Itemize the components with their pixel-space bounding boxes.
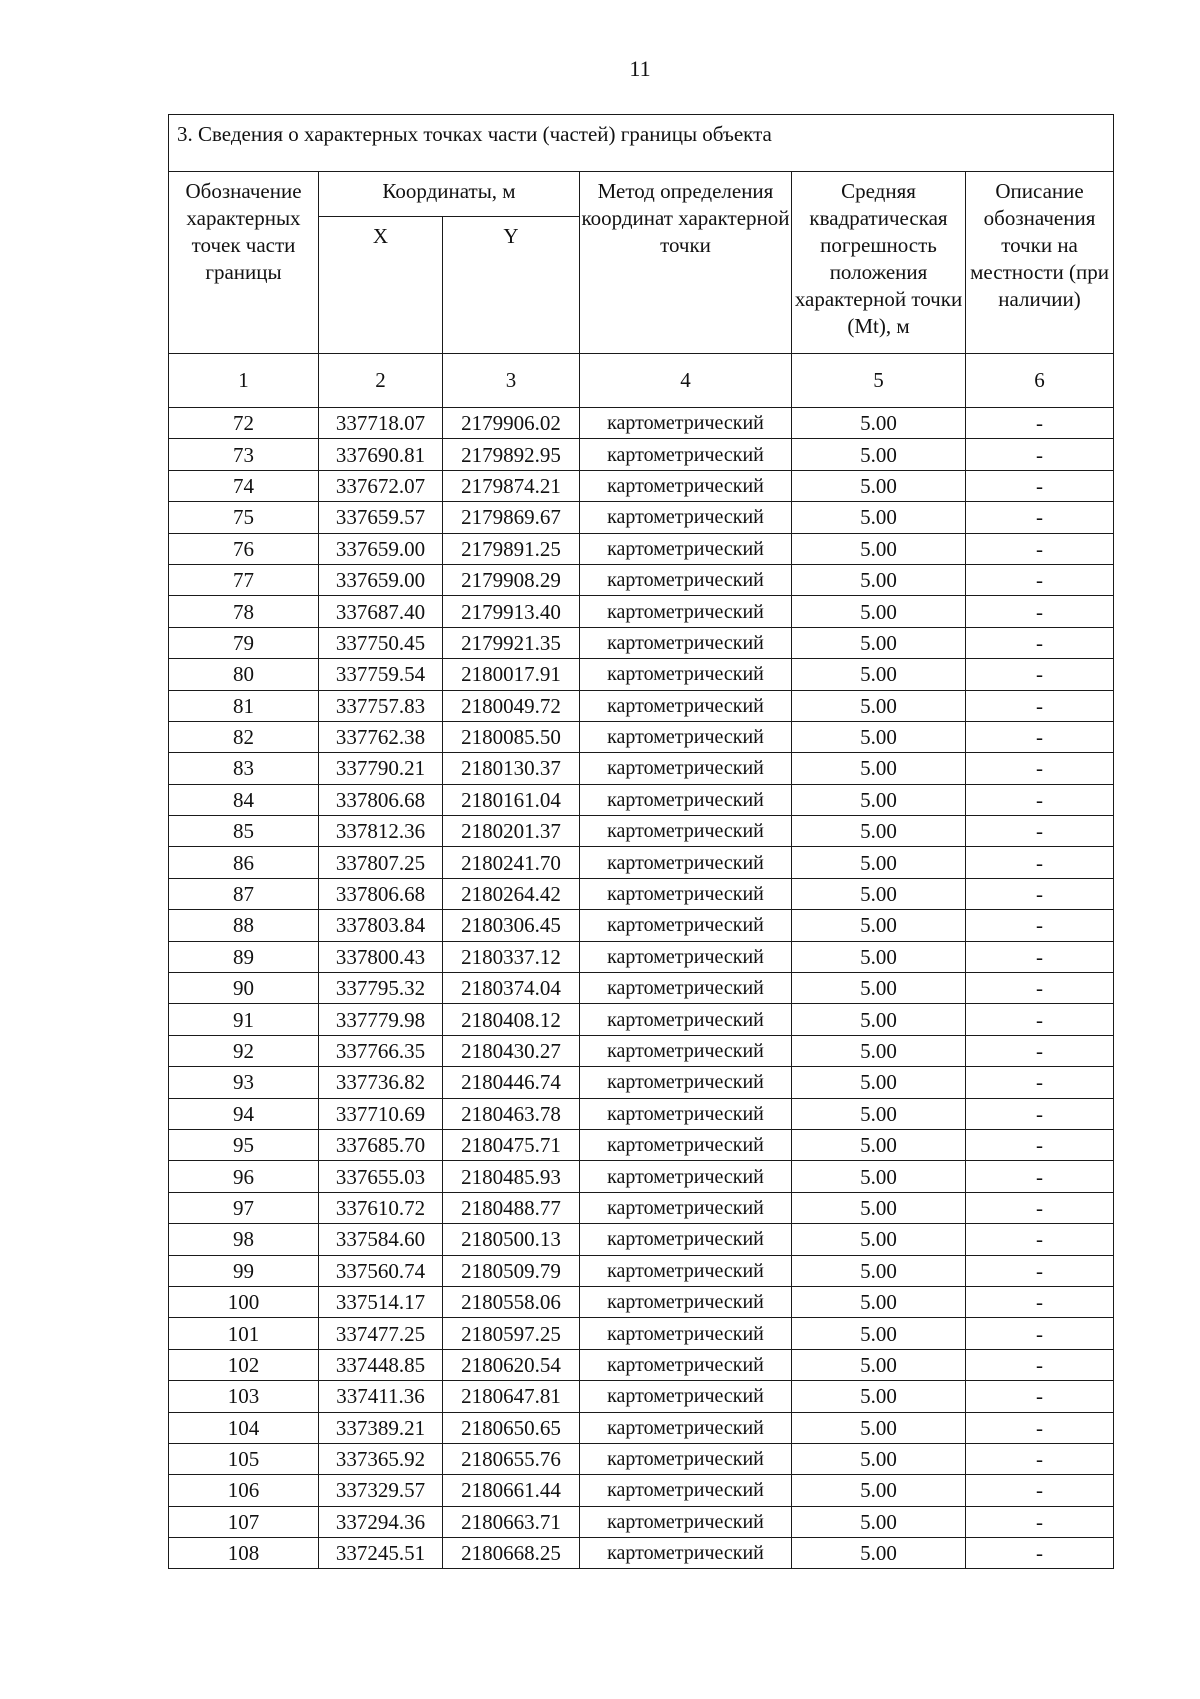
cell-y: 2180668.25 — [443, 1538, 580, 1569]
cell-error: 5.00 — [792, 973, 966, 1004]
cell-description: - — [966, 1192, 1114, 1223]
cell-error: 5.00 — [792, 1098, 966, 1129]
cell-description: - — [966, 1067, 1114, 1098]
cell-error: 5.00 — [792, 1412, 966, 1443]
table-row — [169, 910, 1114, 941]
cell-description: - — [966, 564, 1114, 595]
cell-point-number: 93 — [169, 1067, 319, 1098]
cell-point-number: 97 — [169, 1192, 319, 1223]
cell-method: картометрический — [580, 1349, 792, 1380]
cell-method: картометрический — [580, 690, 792, 721]
cell-x: 337795.32 — [319, 973, 443, 1004]
cell-y: 2179906.02 — [443, 408, 580, 439]
cell-error: 5.00 — [792, 659, 966, 690]
table-row — [169, 1067, 1114, 1098]
cell-point-number: 90 — [169, 973, 319, 1004]
cell-y: 2180475.71 — [443, 1129, 580, 1160]
cell-point-number: 79 — [169, 627, 319, 658]
cell-method: картометрический — [580, 1004, 792, 1035]
header-coordinates: Координаты, м — [319, 172, 580, 217]
cell-description: - — [966, 1443, 1114, 1474]
cell-point-number: 88 — [169, 910, 319, 941]
cell-error: 5.00 — [792, 721, 966, 752]
cell-description: - — [966, 1538, 1114, 1569]
column-number: 6 — [966, 354, 1114, 408]
header-method: Метод определения координат характерной точки — [580, 172, 792, 354]
table-row — [169, 596, 1114, 627]
cell-x: 337790.21 — [319, 753, 443, 784]
cell-method: картометрический — [580, 1412, 792, 1443]
cell-method: картометрический — [580, 1381, 792, 1412]
cell-method: картометрический — [580, 753, 792, 784]
cell-y: 2180337.12 — [443, 941, 580, 972]
cell-error: 5.00 — [792, 1443, 966, 1474]
cell-point-number: 95 — [169, 1129, 319, 1160]
cell-point-number: 73 — [169, 439, 319, 470]
table-row — [169, 1349, 1114, 1380]
cell-method: картометрический — [580, 1475, 792, 1506]
column-number: 1 — [169, 354, 319, 408]
table-row — [169, 1443, 1114, 1474]
cell-method: картометрический — [580, 564, 792, 595]
cell-error: 5.00 — [792, 1004, 966, 1035]
cell-y: 2180463.78 — [443, 1098, 580, 1129]
cell-y: 2180663.71 — [443, 1506, 580, 1537]
cell-point-number: 77 — [169, 564, 319, 595]
cell-description: - — [966, 1506, 1114, 1537]
cell-x: 337803.84 — [319, 910, 443, 941]
cell-x: 337710.69 — [319, 1098, 443, 1129]
cell-y: 2180130.37 — [443, 753, 580, 784]
cell-point-number: 106 — [169, 1475, 319, 1506]
table-row — [169, 659, 1114, 690]
cell-description: - — [966, 1286, 1114, 1317]
cell-description: - — [966, 721, 1114, 752]
cell-error: 5.00 — [792, 1129, 966, 1160]
cell-point-number: 82 — [169, 721, 319, 752]
cell-method: картометрический — [580, 816, 792, 847]
cell-description: - — [966, 1349, 1114, 1380]
cell-error: 5.00 — [792, 1192, 966, 1223]
cell-description: - — [966, 659, 1114, 690]
cell-error: 5.00 — [792, 1475, 966, 1506]
cell-error: 5.00 — [792, 408, 966, 439]
table-row — [169, 1192, 1114, 1223]
table-row — [169, 973, 1114, 1004]
cell-description: - — [966, 1161, 1114, 1192]
cell-point-number: 92 — [169, 1035, 319, 1066]
cell-description: - — [966, 470, 1114, 501]
cell-point-number: 78 — [169, 596, 319, 627]
cell-x: 337685.70 — [319, 1129, 443, 1160]
table-row — [169, 1255, 1114, 1286]
cell-description: - — [966, 690, 1114, 721]
boundary-points-table — [168, 114, 1114, 1569]
table-row — [169, 502, 1114, 533]
cell-x: 337655.03 — [319, 1161, 443, 1192]
cell-error: 5.00 — [792, 439, 966, 470]
cell-error: 5.00 — [792, 470, 966, 501]
cell-x: 337736.82 — [319, 1067, 443, 1098]
cell-method: картометрический — [580, 878, 792, 909]
cell-y: 2179892.95 — [443, 439, 580, 470]
cell-description: - — [966, 596, 1114, 627]
cell-method: картометрический — [580, 1224, 792, 1255]
cell-point-number: 74 — [169, 470, 319, 501]
cell-y: 2180620.54 — [443, 1349, 580, 1380]
cell-error: 5.00 — [792, 1067, 966, 1098]
cell-method: картометрический — [580, 1286, 792, 1317]
cell-description: - — [966, 1318, 1114, 1349]
cell-method: картометрический — [580, 1035, 792, 1066]
cell-method: картометрический — [580, 1506, 792, 1537]
cell-method: картометрический — [580, 596, 792, 627]
cell-point-number: 85 — [169, 816, 319, 847]
cell-y: 2179908.29 — [443, 564, 580, 595]
cell-error: 5.00 — [792, 847, 966, 878]
cell-error: 5.00 — [792, 1506, 966, 1537]
table-row — [169, 1129, 1114, 1160]
cell-point-number: 86 — [169, 847, 319, 878]
cell-point-number: 98 — [169, 1224, 319, 1255]
cell-x: 337514.17 — [319, 1286, 443, 1317]
cell-y: 2179891.25 — [443, 533, 580, 564]
cell-error: 5.00 — [792, 1224, 966, 1255]
cell-error: 5.00 — [792, 502, 966, 533]
cell-error: 5.00 — [792, 1255, 966, 1286]
cell-description: - — [966, 502, 1114, 533]
cell-point-number: 99 — [169, 1255, 319, 1286]
cell-method: картометрический — [580, 502, 792, 533]
cell-point-number: 108 — [169, 1538, 319, 1569]
cell-point-number: 103 — [169, 1381, 319, 1412]
cell-description: - — [966, 1255, 1114, 1286]
table-row — [169, 847, 1114, 878]
cell-x: 337245.51 — [319, 1538, 443, 1569]
cell-description: - — [966, 784, 1114, 815]
cell-error: 5.00 — [792, 1349, 966, 1380]
cell-y: 2180264.42 — [443, 878, 580, 909]
cell-y: 2180647.81 — [443, 1381, 580, 1412]
cell-error: 5.00 — [792, 784, 966, 815]
cell-x: 337750.45 — [319, 627, 443, 658]
cell-method: картометрический — [580, 1098, 792, 1129]
cell-x: 337659.00 — [319, 564, 443, 595]
cell-method: картометрический — [580, 941, 792, 972]
cell-x: 337411.36 — [319, 1381, 443, 1412]
cell-x: 337812.36 — [319, 816, 443, 847]
cell-error: 5.00 — [792, 564, 966, 595]
cell-error: 5.00 — [792, 910, 966, 941]
cell-y: 2179921.35 — [443, 627, 580, 658]
cell-method: картометрический — [580, 439, 792, 470]
cell-point-number: 81 — [169, 690, 319, 721]
cell-x: 337800.43 — [319, 941, 443, 972]
cell-x: 337659.57 — [319, 502, 443, 533]
cell-x: 337718.07 — [319, 408, 443, 439]
header-x: X — [319, 217, 443, 354]
cell-y: 2180085.50 — [443, 721, 580, 752]
cell-method: картометрический — [580, 1161, 792, 1192]
table-row — [169, 470, 1114, 501]
cell-error: 5.00 — [792, 533, 966, 564]
cell-method: картометрический — [580, 408, 792, 439]
header-description: Описание обозначения точки на местности (при наличии) — [966, 172, 1114, 354]
cell-method: картометрический — [580, 847, 792, 878]
cell-method: картометрический — [580, 973, 792, 1004]
cell-point-number: 75 — [169, 502, 319, 533]
cell-method: картометрический — [580, 1129, 792, 1160]
cell-x: 337584.60 — [319, 1224, 443, 1255]
cell-method: картометрический — [580, 1067, 792, 1098]
section-title: 3. Сведения о характерных точках части (частей) границы объекта — [169, 115, 1114, 172]
cell-point-number: 80 — [169, 659, 319, 690]
cell-x: 337659.00 — [319, 533, 443, 564]
cell-point-number: 101 — [169, 1318, 319, 1349]
cell-x: 337365.92 — [319, 1443, 443, 1474]
cell-y: 2179874.21 — [443, 470, 580, 501]
cell-x: 337610.72 — [319, 1192, 443, 1223]
cell-description: - — [966, 910, 1114, 941]
cell-description: - — [966, 847, 1114, 878]
cell-error: 5.00 — [792, 1161, 966, 1192]
table-row — [169, 753, 1114, 784]
cell-description: - — [966, 816, 1114, 847]
cell-method: картометрический — [580, 1538, 792, 1569]
cell-method: картометрический — [580, 470, 792, 501]
table-row — [169, 721, 1114, 752]
cell-point-number: 72 — [169, 408, 319, 439]
cell-y: 2180049.72 — [443, 690, 580, 721]
cell-y: 2180408.12 — [443, 1004, 580, 1035]
cell-method: картометрический — [580, 1255, 792, 1286]
cell-y: 2179869.67 — [443, 502, 580, 533]
cell-error: 5.00 — [792, 596, 966, 627]
table-row — [169, 1318, 1114, 1349]
cell-method: картометрический — [580, 627, 792, 658]
cell-description: - — [966, 1475, 1114, 1506]
cell-error: 5.00 — [792, 816, 966, 847]
table-row — [169, 408, 1114, 439]
cell-point-number: 100 — [169, 1286, 319, 1317]
cell-y: 2180650.65 — [443, 1412, 580, 1443]
cell-point-number: 107 — [169, 1506, 319, 1537]
cell-method: картометрический — [580, 533, 792, 564]
cell-description: - — [966, 1381, 1114, 1412]
header-error: Средняя квадратическая погрешность положения характерной точки (Mt), м — [792, 172, 966, 354]
cell-point-number: 87 — [169, 878, 319, 909]
cell-error: 5.00 — [792, 627, 966, 658]
cell-point-number: 91 — [169, 1004, 319, 1035]
cell-y: 2180500.13 — [443, 1224, 580, 1255]
cell-x: 337477.25 — [319, 1318, 443, 1349]
cell-description: - — [966, 1098, 1114, 1129]
cell-method: картометрический — [580, 659, 792, 690]
cell-description: - — [966, 408, 1114, 439]
table-row — [169, 1412, 1114, 1443]
cell-y: 2180488.77 — [443, 1192, 580, 1223]
cell-error: 5.00 — [792, 690, 966, 721]
table-row — [169, 627, 1114, 658]
cell-point-number: 102 — [169, 1349, 319, 1380]
cell-description: - — [966, 753, 1114, 784]
cell-y: 2180374.04 — [443, 973, 580, 1004]
cell-point-number: 105 — [169, 1443, 319, 1474]
cell-y: 2180509.79 — [443, 1255, 580, 1286]
cell-error: 5.00 — [792, 1286, 966, 1317]
cell-error: 5.00 — [792, 1318, 966, 1349]
cell-x: 337779.98 — [319, 1004, 443, 1035]
cell-y: 2180161.04 — [443, 784, 580, 815]
table-row — [169, 1538, 1114, 1569]
cell-y: 2179913.40 — [443, 596, 580, 627]
cell-x: 337806.68 — [319, 878, 443, 909]
cell-error: 5.00 — [792, 878, 966, 909]
cell-error: 5.00 — [792, 753, 966, 784]
cell-method: картометрический — [580, 784, 792, 815]
cell-description: - — [966, 1035, 1114, 1066]
cell-x: 337757.83 — [319, 690, 443, 721]
table-row — [169, 816, 1114, 847]
table-row — [169, 1224, 1114, 1255]
table-row — [169, 878, 1114, 909]
cell-x: 337389.21 — [319, 1412, 443, 1443]
cell-point-number: 76 — [169, 533, 319, 564]
cell-error: 5.00 — [792, 1035, 966, 1066]
cell-point-number: 104 — [169, 1412, 319, 1443]
table-row — [169, 941, 1114, 972]
cell-description: - — [966, 973, 1114, 1004]
cell-point-number: 83 — [169, 753, 319, 784]
table-row — [169, 1286, 1114, 1317]
cell-point-number: 94 — [169, 1098, 319, 1129]
table-row — [169, 564, 1114, 595]
cell-description: - — [966, 941, 1114, 972]
cell-method: картометрический — [580, 1192, 792, 1223]
cell-y: 2180430.27 — [443, 1035, 580, 1066]
cell-point-number: 89 — [169, 941, 319, 972]
cell-x: 337807.25 — [319, 847, 443, 878]
column-numbers-row — [169, 354, 1114, 408]
cell-method: картометрический — [580, 721, 792, 752]
cell-x: 337329.57 — [319, 1475, 443, 1506]
cell-description: - — [966, 1129, 1114, 1160]
cell-description: - — [966, 533, 1114, 564]
cell-error: 5.00 — [792, 1381, 966, 1412]
table-row — [169, 1506, 1114, 1537]
column-number: 4 — [580, 354, 792, 408]
cell-x: 337687.40 — [319, 596, 443, 627]
table-row — [169, 690, 1114, 721]
cell-x: 337672.07 — [319, 470, 443, 501]
cell-x: 337766.35 — [319, 1035, 443, 1066]
header-y: Y — [443, 217, 580, 354]
cell-y: 2180241.70 — [443, 847, 580, 878]
cell-error: 5.00 — [792, 1538, 966, 1569]
column-number: 3 — [443, 354, 580, 408]
header-point-designation: Обозначение характерных точек части границы — [169, 172, 319, 354]
cell-x: 337448.85 — [319, 1349, 443, 1380]
cell-y: 2180655.76 — [443, 1443, 580, 1474]
cell-error: 5.00 — [792, 941, 966, 972]
cell-x: 337690.81 — [319, 439, 443, 470]
cell-description: - — [966, 439, 1114, 470]
cell-x: 337806.68 — [319, 784, 443, 815]
cell-x: 337759.54 — [319, 659, 443, 690]
cell-description: - — [966, 1004, 1114, 1035]
table-row — [169, 1475, 1114, 1506]
cell-y: 2180306.45 — [443, 910, 580, 941]
cell-description: - — [966, 878, 1114, 909]
cell-point-number: 96 — [169, 1161, 319, 1192]
cell-y: 2180661.44 — [443, 1475, 580, 1506]
cell-x: 337294.36 — [319, 1506, 443, 1537]
cell-y: 2180201.37 — [443, 816, 580, 847]
data-rows — [169, 408, 1114, 1569]
cell-method: картометрический — [580, 1443, 792, 1474]
table-row — [169, 533, 1114, 564]
table-header — [169, 115, 1114, 354]
cell-y: 2180446.74 — [443, 1067, 580, 1098]
table-row — [169, 784, 1114, 815]
table-row — [169, 439, 1114, 470]
column-number: 2 — [319, 354, 443, 408]
table-row — [169, 1381, 1114, 1412]
cell-point-number: 84 — [169, 784, 319, 815]
table-row — [169, 1004, 1114, 1035]
cell-description: - — [966, 1412, 1114, 1443]
page-number: 11 — [629, 56, 651, 81]
cell-description: - — [966, 627, 1114, 658]
table-row — [169, 1098, 1114, 1129]
cell-y: 2180558.06 — [443, 1286, 580, 1317]
cell-description: - — [966, 1224, 1114, 1255]
cell-method: картометрический — [580, 910, 792, 941]
table-row — [169, 1035, 1114, 1066]
cell-x: 337762.38 — [319, 721, 443, 752]
column-number: 5 — [792, 354, 966, 408]
cell-x: 337560.74 — [319, 1255, 443, 1286]
cell-y: 2180485.93 — [443, 1161, 580, 1192]
table-row — [169, 1161, 1114, 1192]
cell-y: 2180017.91 — [443, 659, 580, 690]
cell-y: 2180597.25 — [443, 1318, 580, 1349]
cell-method: картометрический — [580, 1318, 792, 1349]
